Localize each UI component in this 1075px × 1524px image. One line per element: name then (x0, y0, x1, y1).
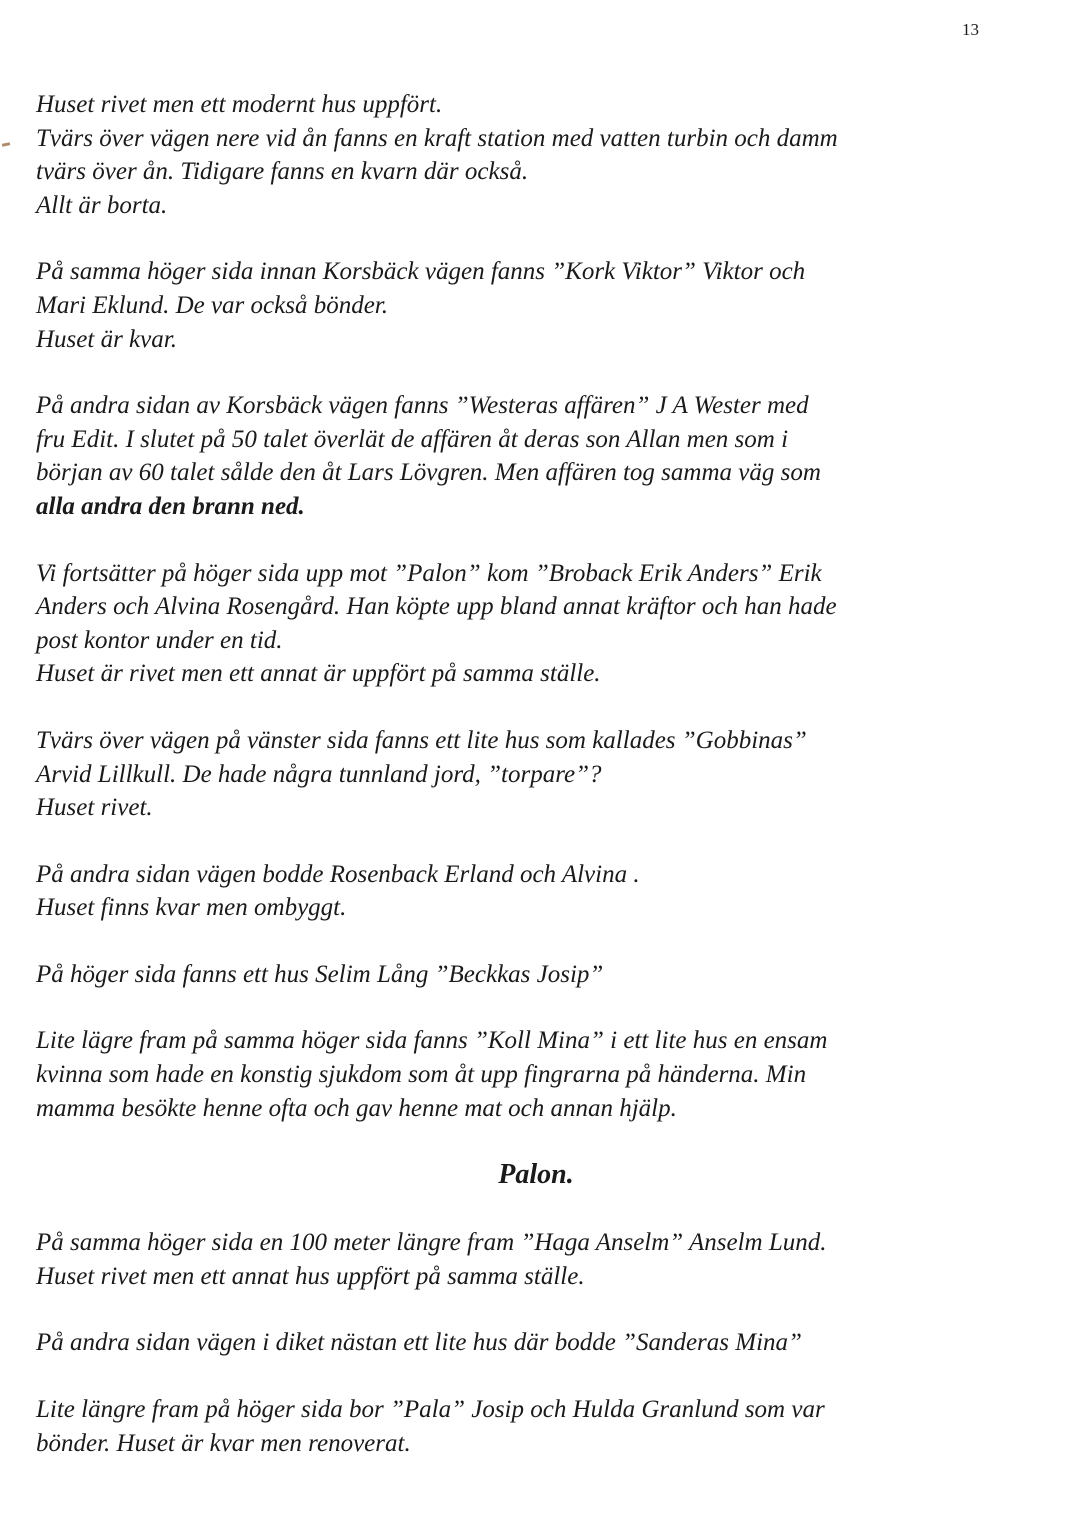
top-section (36, 88, 1036, 1125)
paragraph (36, 389, 1036, 523)
text-line: Huset är kvar. (36, 325, 177, 353)
text-line: fru Edit. I slutet på 50 talet överlät de affären åt deras son Allan men som i (36, 425, 789, 453)
text-line: mamma besökte henne ofta och gav henne mat och annan hjälp. (36, 1094, 677, 1122)
bold-text-line: alla andra den brann ned. (36, 492, 305, 520)
paragraph (36, 1393, 1036, 1460)
text-line: Lite lägre fram på samma höger sida fanns ”Koll Mina” i ett lite hus en ensam (36, 1027, 828, 1055)
text-line: Tvärs över vägen på vänster sida fanns ett lite hus som kallades ”Gobbinas” (36, 726, 807, 754)
paragraph (36, 724, 1036, 825)
text-line: Huset rivet. (36, 794, 153, 822)
paragraph (36, 958, 1036, 992)
text-line: Huset rivet men ett annat hus uppfört på samma ställe. (36, 1262, 585, 1290)
text-line: Tvärs över vägen nere vid ån fanns en kraft station med vatten turbin och damm (36, 124, 838, 152)
text-line: Vi fortsätter på höger sida upp mot ”Palon” kom ”Broback Erik Anders” Erik (36, 559, 822, 587)
text-line: På andra sidan av Korsbäck vägen fanns ”Westeras affären” J A Wester med (36, 392, 809, 420)
section-heading: Palon. (498, 1159, 574, 1191)
document-body (36, 88, 1036, 1493)
paragraph (36, 557, 1036, 691)
paragraph (36, 1226, 1036, 1293)
text-line: Arvid Lillkull. De hade några tunnland jord, ”torpare”? (36, 760, 602, 788)
text-line: Anders och Alvina Rosengård. Han köpte upp bland annat kräftor och han hade (36, 593, 837, 621)
paragraph (36, 1326, 1036, 1360)
text-line: På samma höger sida en 100 meter längre fram ”Haga Anselm” Anselm Lund. (36, 1229, 827, 1257)
page-number: 13 (962, 20, 979, 39)
margin-mark (2, 142, 10, 147)
text-line: början av 60 talet sålde den åt Lars Lövgren. Men affären tog samma väg som (36, 459, 821, 487)
text-line: Huset är rivet men ett annat är uppfört på samma ställe. (36, 660, 601, 688)
text-line: bönder. Huset är kvar men renoverat. (36, 1429, 411, 1457)
text-line: På samma höger sida innan Korsbäck vägen fanns ”Kork Viktor” Viktor och (36, 258, 806, 286)
text-line: På andra sidan vägen i diket nästan ett lite hus där bodde ”Sanderas Mina” (36, 1329, 802, 1357)
paragraph (36, 255, 1036, 356)
text-line: Lite längre fram på höger sida bor ”Pala” Josip och Hulda Granlund som var (36, 1396, 825, 1424)
text-line: På höger sida fanns ett hus Selim Lång ”Beckkas Josip” (36, 960, 604, 988)
bottom-section (36, 1226, 1036, 1460)
text-line: post kontor under en tid. (36, 626, 283, 654)
paragraph (36, 88, 1036, 222)
text-line: Mari Eklund. De var också bönder. (36, 291, 389, 319)
text-line: Huset finns kvar men ombyggt. (36, 894, 347, 922)
paragraph (36, 858, 1036, 925)
text-line: kvinna som hade en konstig sjukdom som åt upp fingrarna på händerna. Min (36, 1061, 807, 1089)
text-line: Allt är borta. (36, 191, 168, 219)
text-line: På andra sidan vägen bodde Rosenback Erland och Alvina . (36, 860, 640, 888)
text-line: tvärs över ån. Tidigare fanns en kvarn där också. (36, 158, 529, 186)
text-line: Huset rivet men ett modernt hus uppfört. (36, 91, 443, 118)
paragraph (36, 1024, 1036, 1125)
